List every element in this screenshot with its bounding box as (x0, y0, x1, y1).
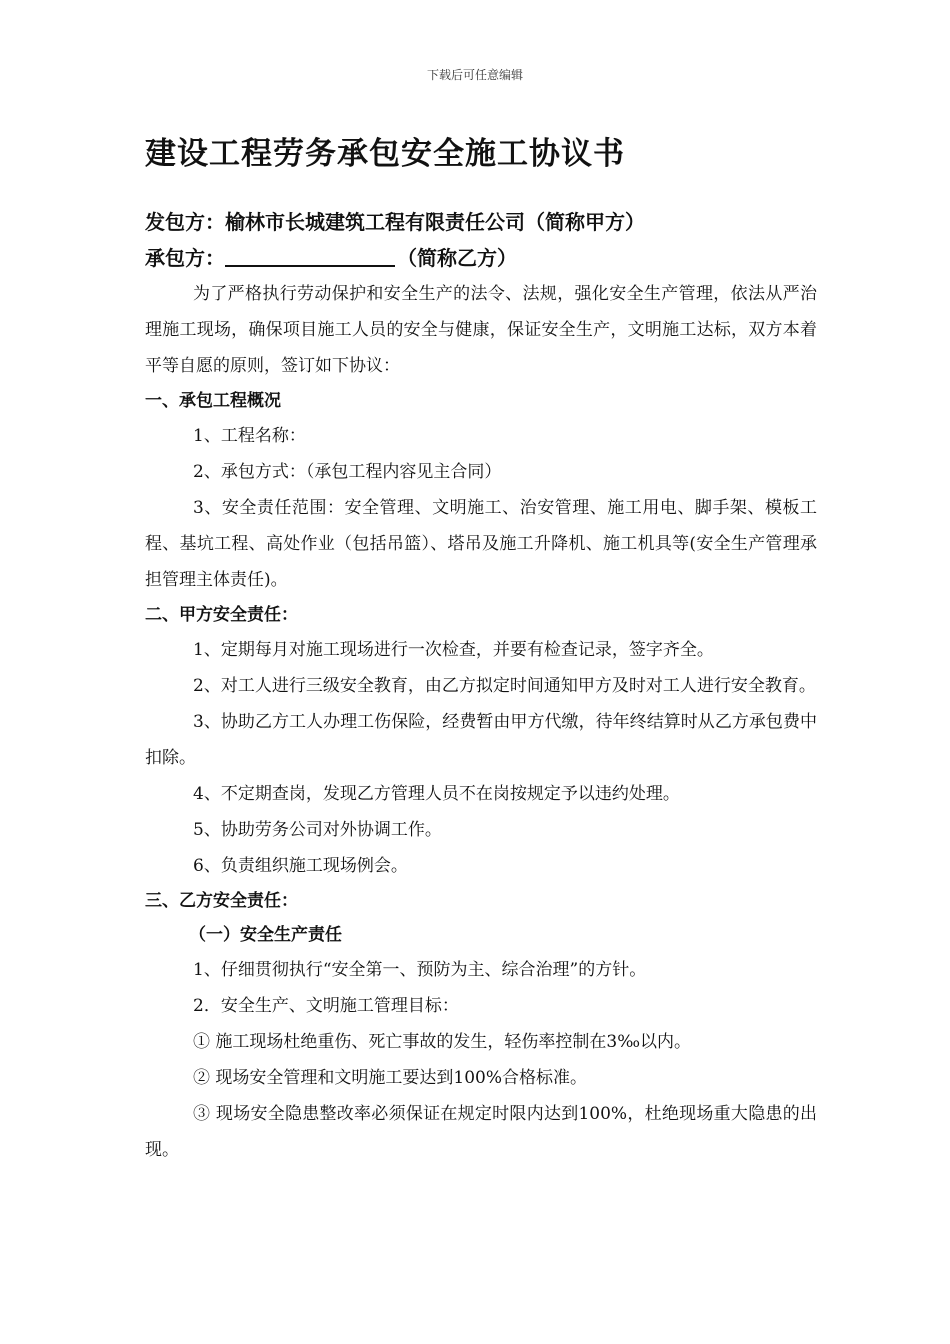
contractor-line: 发包方：榆林市长城建筑工程有限责任公司（简称甲方） (145, 210, 645, 234)
section-2-item: 2、对工人进行三级安全教育，由乙方拟定时间通知甲方及时对工人进行安全教育。 (193, 676, 816, 696)
section-2-item: 6、负责组织施工现场例会。 (193, 856, 408, 876)
section-2-heading: 二、甲方安全责任： (145, 605, 298, 625)
subcontractor-suffix: （简称乙方） (397, 246, 517, 270)
section-3-heading: 三、乙方安全责任： (145, 891, 298, 911)
section-3-item: 2．安全生产、文明施工管理目标： (193, 996, 459, 1016)
subcontractor-label: 承包方： (145, 246, 225, 270)
section-3-item: ② 现场安全管理和文明施工要达到100%合格标准。 (193, 1068, 588, 1088)
section-2-item: 5、协助劳务公司对外协调工作。 (193, 820, 442, 840)
section-3-subheading: （一）安全生产责任 (189, 925, 342, 945)
section-3-item: ③ 现场安全隐患整改率必须保证在规定时限内达到100%，杜绝现场重大隐患的出现。 (145, 1104, 817, 1160)
intro-paragraph: 为了严格执行劳动保护和安全生产的法令、法规，强化安全生产管理，依法从严治理施工现场，确保项目施工人员的安全与健康，保证安全生产，文明施工达标，双方本着平等自愿的原则，签订如下协议： (145, 284, 817, 376)
section-2-item: 3、协助乙方工人办理工伤保险，经费暂由甲方代缴，待年终结算时从乙方承包费中扣除。 (145, 712, 817, 768)
document-title: 建设工程劳务承包安全施工协议书 (145, 136, 625, 172)
header-note: 下载后可任意编辑 (426, 68, 523, 82)
section-1-item: 1、工程名称： (193, 426, 306, 446)
section-3-item: 1、仔细贯彻执行“安全第一、预防为主、综合治理”的方针。 (193, 960, 647, 980)
section-3-item: ① 施工现场杜绝重伤、死亡事故的发生，轻伤率控制在3‰以内。 (193, 1032, 692, 1052)
section-1-heading: 一、承包工程概况 (145, 391, 281, 411)
section-1-item: 3、安全责任范围：安全管理、文明施工、治安管理、施工用电、脚手架、模板工程、基坑工程、高处作业（包括吊篮）、塔吊及施工升降机、施工机具等(安全生产管理承担管理主体责任)。 (145, 498, 817, 590)
subcontractor-blank (225, 245, 395, 267)
document-body (145, 204, 817, 1168)
section-1-item: 2、承包方式：（承包工程内容见主合同） (193, 462, 502, 482)
section-2-item: 4、不定期查岗，发现乙方管理人员不在岗按规定予以违约处理。 (193, 784, 680, 804)
subcontractor-line (145, 240, 817, 276)
section-2-item: 1、定期每月对施工现场进行一次检查，并要有检查记录，签字齐全。 (193, 640, 714, 660)
